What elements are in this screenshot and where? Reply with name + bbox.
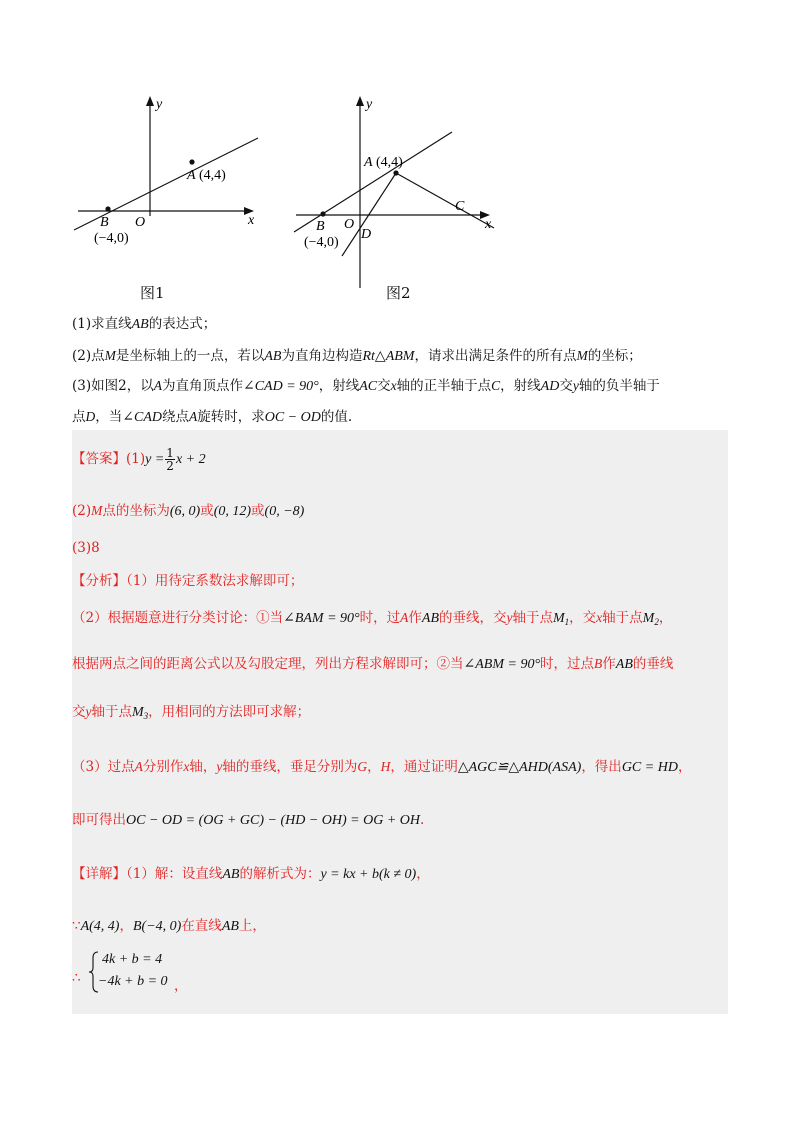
y-label: y xyxy=(156,97,163,112)
text: 时，过点 xyxy=(540,656,595,672)
math: AB xyxy=(131,317,149,332)
text: 点 xyxy=(72,409,86,425)
text: (3)如图2，以 xyxy=(72,378,154,394)
text: 旋转时，求 xyxy=(197,409,265,425)
text: 的垂线 xyxy=(632,656,674,672)
subscript: 3 xyxy=(143,711,149,721)
detail-1 xyxy=(72,862,430,883)
figure-1-diagram xyxy=(68,88,268,288)
math: AC xyxy=(359,379,378,394)
a-label: A xyxy=(187,168,196,183)
because-symbol: ∵ xyxy=(72,918,81,934)
analysis-5 xyxy=(72,755,691,776)
text: ， xyxy=(174,978,188,994)
math: △AGC≌△AHD(ASA) xyxy=(457,760,582,775)
math: H xyxy=(380,759,391,774)
text: 轴于点 xyxy=(512,610,553,626)
a-coord: (4,4) xyxy=(199,168,226,183)
text: 上， xyxy=(238,918,266,934)
text: 轴的正半轴于点 xyxy=(396,378,492,394)
fraction xyxy=(165,447,175,472)
math: M xyxy=(576,348,588,363)
math: (0, 12) xyxy=(213,504,252,519)
therefore-symbol: ∴ xyxy=(72,970,81,986)
d-label: D xyxy=(361,227,372,242)
text: (2) xyxy=(72,503,92,519)
figure-1 xyxy=(68,88,268,292)
math: GC = HD xyxy=(621,760,678,775)
math: y = xyxy=(145,452,165,467)
question-1 xyxy=(72,318,216,332)
text: ， xyxy=(119,918,133,934)
x-label: x xyxy=(485,217,492,232)
text: （1）用待定系数法求解即可； xyxy=(126,573,304,589)
math xyxy=(553,611,569,626)
math: (0, −8) xyxy=(264,504,305,519)
math: x xyxy=(183,759,190,774)
math: AD xyxy=(540,379,560,394)
text: 的解析式为： xyxy=(239,866,321,882)
math: y xyxy=(572,378,579,393)
math: x xyxy=(390,378,397,393)
math: A xyxy=(134,759,143,774)
b-coord: (−4,0) xyxy=(94,231,129,246)
text: ，射线 xyxy=(318,378,360,394)
ray-ac xyxy=(396,173,494,228)
b-label: B xyxy=(316,219,325,234)
text: 的垂线，交 xyxy=(439,610,507,626)
text: 的坐标； xyxy=(587,348,642,364)
text: 为直角边构造 xyxy=(281,348,363,364)
math: y xyxy=(506,610,513,625)
text: （1）解：设直线 xyxy=(126,866,223,882)
subscript: 1 xyxy=(564,617,570,627)
a-coord: (4,4) xyxy=(376,155,403,170)
text: 时，过 xyxy=(359,610,401,626)
analysis-tag: 【分析】 xyxy=(72,573,126,589)
answer-tag: 【答案】 xyxy=(72,451,126,467)
math: M xyxy=(642,611,655,626)
math: ∠ABM = 90° xyxy=(463,657,541,672)
text: 交 xyxy=(559,378,573,394)
text: 分别作 xyxy=(142,759,184,775)
text: 是坐标轴上的一点，若以 xyxy=(115,348,265,364)
math xyxy=(132,705,148,720)
math: (6, 0) xyxy=(169,504,201,519)
text: ，通过证明 xyxy=(390,759,458,775)
question-3-line-2 xyxy=(72,410,352,425)
equation-1: 4k + b = 4 xyxy=(102,952,163,967)
text: . xyxy=(420,812,425,828)
line-ab xyxy=(294,132,452,232)
text: 为直角顶点作 xyxy=(161,378,243,394)
math: AB xyxy=(221,919,239,934)
text: ，交 xyxy=(569,610,597,626)
text: ， xyxy=(677,759,692,775)
answer-3: (3)8 xyxy=(72,540,100,556)
c-label: C xyxy=(455,199,465,214)
text: 交 xyxy=(72,704,86,720)
origin-label: O xyxy=(344,217,355,232)
point-b xyxy=(105,206,110,211)
text: 根据两点之间的距离公式以及勾股定理，列出方程求解即可；②当 xyxy=(72,656,464,672)
math: B xyxy=(594,656,603,671)
text: （3）过点 xyxy=(72,759,135,775)
text: ，请求出满足条件的所有点 xyxy=(414,348,577,364)
text: ， xyxy=(658,610,673,626)
math: OC − OD = (OG + GC) − (HD − OH) = OG + OH xyxy=(126,813,420,828)
text: ， xyxy=(367,759,381,775)
analysis-2 xyxy=(72,606,672,627)
origin-label: O xyxy=(135,215,146,230)
y-axis-arrow xyxy=(146,96,154,106)
text: 或 xyxy=(200,503,214,519)
math: A xyxy=(188,409,198,424)
y-axis-arrow xyxy=(356,96,364,106)
text: 作 xyxy=(602,656,616,672)
math: G xyxy=(357,759,368,774)
question-3-line-1 xyxy=(72,379,660,394)
math: OC − OD xyxy=(264,410,321,425)
math: M xyxy=(132,705,144,720)
text: ， xyxy=(416,866,430,882)
figure-2 xyxy=(286,88,506,292)
y-label: y xyxy=(366,97,373,112)
answer-1 xyxy=(72,447,206,472)
text: (1) xyxy=(126,451,146,467)
text: 点的坐标为 xyxy=(102,503,170,519)
math: x xyxy=(596,610,603,625)
text: 在直线 xyxy=(181,918,222,934)
analysis-3 xyxy=(72,652,673,673)
text: 轴， xyxy=(189,759,217,775)
math: D xyxy=(85,409,96,424)
text: 即可得出 xyxy=(72,812,126,828)
answer-2 xyxy=(72,499,304,520)
subscript: 2 xyxy=(654,617,659,627)
text: ，用相同的方法即可求解； xyxy=(148,704,311,720)
text: 轴的负半轴于 xyxy=(578,378,660,394)
x-label: x xyxy=(248,213,255,228)
text: ，得出 xyxy=(581,759,622,775)
detail-2 xyxy=(72,914,266,935)
math: y xyxy=(85,704,92,719)
math: M xyxy=(104,348,116,363)
math: A(4, 4) xyxy=(80,919,120,934)
text: 交 xyxy=(377,378,391,394)
math: y = kx + b(k ≠ 0) xyxy=(320,867,417,882)
math: AB xyxy=(421,611,439,626)
text: 绕点 xyxy=(161,409,189,425)
b-coord: (−4,0) xyxy=(304,235,339,250)
text: 或 xyxy=(251,503,265,519)
math xyxy=(643,611,659,626)
detail-tag: 【详解】 xyxy=(72,866,126,882)
point-a xyxy=(189,159,194,164)
figure-2-caption: 图2 xyxy=(386,284,411,302)
figure-2-diagram xyxy=(286,88,506,288)
math: y xyxy=(216,759,223,774)
point-a xyxy=(393,170,398,175)
text: ，射线 xyxy=(500,378,541,394)
text: ，当 xyxy=(95,409,123,425)
a-label: A xyxy=(364,155,373,170)
text: (1)求直线 xyxy=(72,316,132,332)
text: 轴的垂线，垂足分别为 xyxy=(222,759,358,775)
text: 的表达式； xyxy=(148,316,217,332)
math: M xyxy=(91,503,103,518)
math: A xyxy=(400,610,409,625)
text: 轴于点 xyxy=(91,704,132,720)
analysis-4 xyxy=(72,700,310,721)
text: 的值. xyxy=(320,409,353,425)
math: A xyxy=(153,378,162,393)
math: B(−4, 0) xyxy=(132,919,182,934)
text: 作 xyxy=(408,610,422,626)
analysis-6 xyxy=(72,808,424,829)
math: ∠BAM = 90° xyxy=(283,611,360,626)
math: M xyxy=(553,611,565,626)
math: x + 2 xyxy=(175,452,206,467)
solution-panel xyxy=(72,430,728,1014)
math: AB xyxy=(615,657,633,672)
math: C xyxy=(491,378,501,393)
denominator: 2 xyxy=(166,459,174,473)
figure-1-caption: 图1 xyxy=(140,284,165,302)
analysis-1 xyxy=(72,569,303,589)
math: ∠CAD = 90° xyxy=(242,379,319,394)
text: 轴于点 xyxy=(602,610,643,626)
question-2 xyxy=(72,349,642,364)
text: (2)点 xyxy=(72,348,105,364)
equation-2: −4k + b = 0 xyxy=(98,974,168,989)
b-label: B xyxy=(100,215,109,230)
math: AB xyxy=(264,349,282,364)
text: （2）根据题意进行分类讨论：①当 xyxy=(72,610,284,626)
math: AB xyxy=(222,867,240,882)
numerator: 1 xyxy=(166,446,174,460)
point-b xyxy=(320,211,325,216)
math: Rt△ABM xyxy=(362,349,415,364)
math: ∠CAD xyxy=(122,410,162,425)
